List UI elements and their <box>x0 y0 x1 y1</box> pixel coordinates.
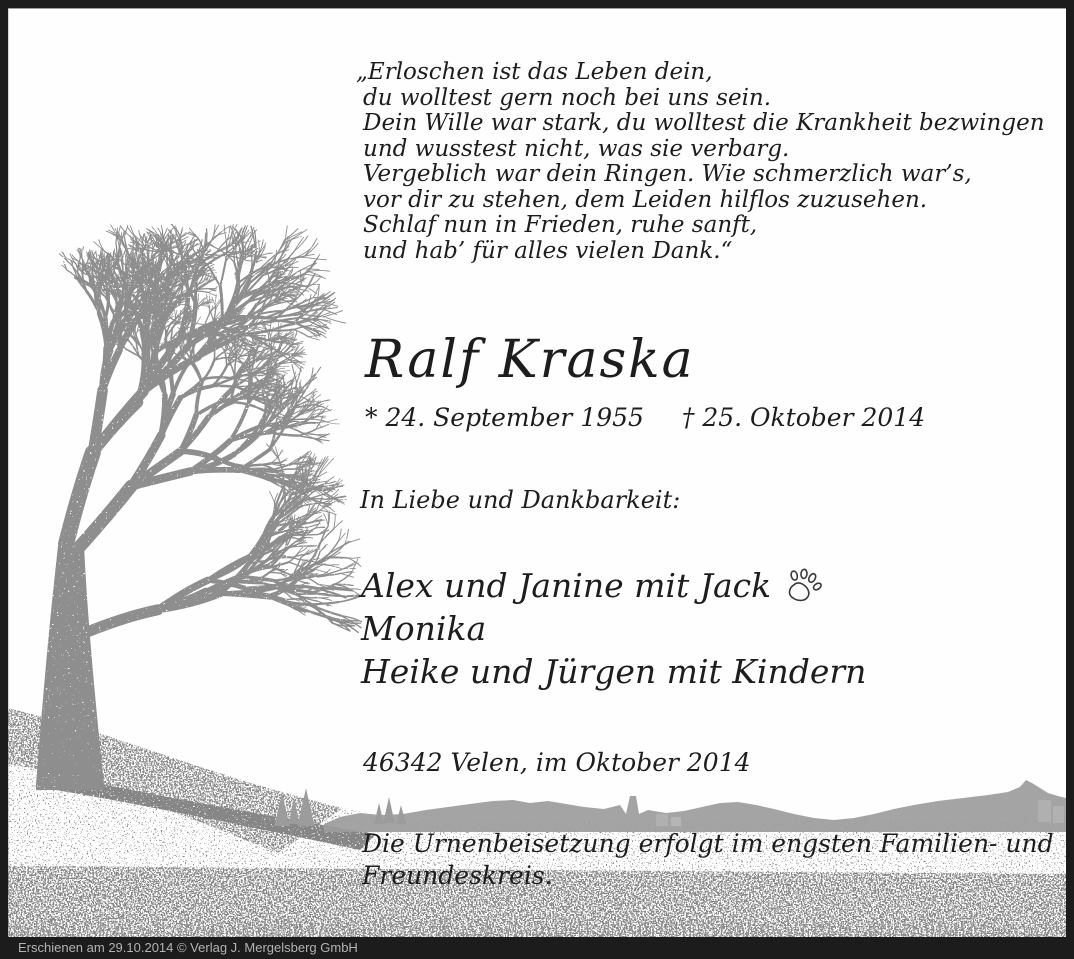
paw-icon <box>781 568 825 604</box>
poem-line: und hab’ für alles vielen Dank.“ <box>363 237 733 264</box>
memorial-poem <box>356 60 1045 264</box>
funeral-note-line: Freundeskreis. <box>362 861 553 890</box>
poem-line: Vergeblich war dein Ringen. Wie schmerzlich war’s, <box>363 161 972 187</box>
publisher-imprint: Erschienen am 29.10.2014 © Verlag J. Mergelsberg GmbH <box>18 940 358 955</box>
death-date: † 25. Oktober 2014 <box>681 403 926 432</box>
poem-line: Dein Wille war stark, du wolltest die Krankheit bezwingen <box>363 110 1045 136</box>
horizon-treeline <box>274 780 1066 832</box>
deceased-name: Ralf Kraska <box>365 330 695 390</box>
funeral-note-line: Die Urnenbeisetzung erfolgt im engsten Familien- und <box>362 829 1054 858</box>
poem-line: „Erloschen ist das Leben dein, <box>356 59 713 85</box>
poem-line: Schlaf nun in Frieden, ruhe sanft, <box>363 212 758 238</box>
place-and-date: 46342 Velen, im Oktober 2014 <box>363 748 751 777</box>
mourner-line: Monika <box>361 609 487 648</box>
mourners-list <box>361 564 866 693</box>
life-dates <box>365 403 925 432</box>
mourner-line: Heike und Jürgen mit Kindern <box>361 652 867 691</box>
poem-line: vor dir zu stehen, dem Leiden hilflos zuzusehen. <box>363 186 928 213</box>
funeral-note <box>362 828 1054 892</box>
salutation: In Liebe und Dankbarkeit: <box>360 486 681 514</box>
notice-card <box>8 8 1066 937</box>
mourner-names: Alex und Janine mit Jack <box>361 566 772 605</box>
poem-line: du wolltest gern noch bei uns sein. <box>363 84 772 111</box>
bare-tree-illustration <box>36 224 362 790</box>
poem-line: und wusstest nicht, was sie verbarg. <box>363 135 790 162</box>
birth-date: * 24. September 1955 <box>365 403 644 432</box>
mourner-line <box>361 564 866 607</box>
